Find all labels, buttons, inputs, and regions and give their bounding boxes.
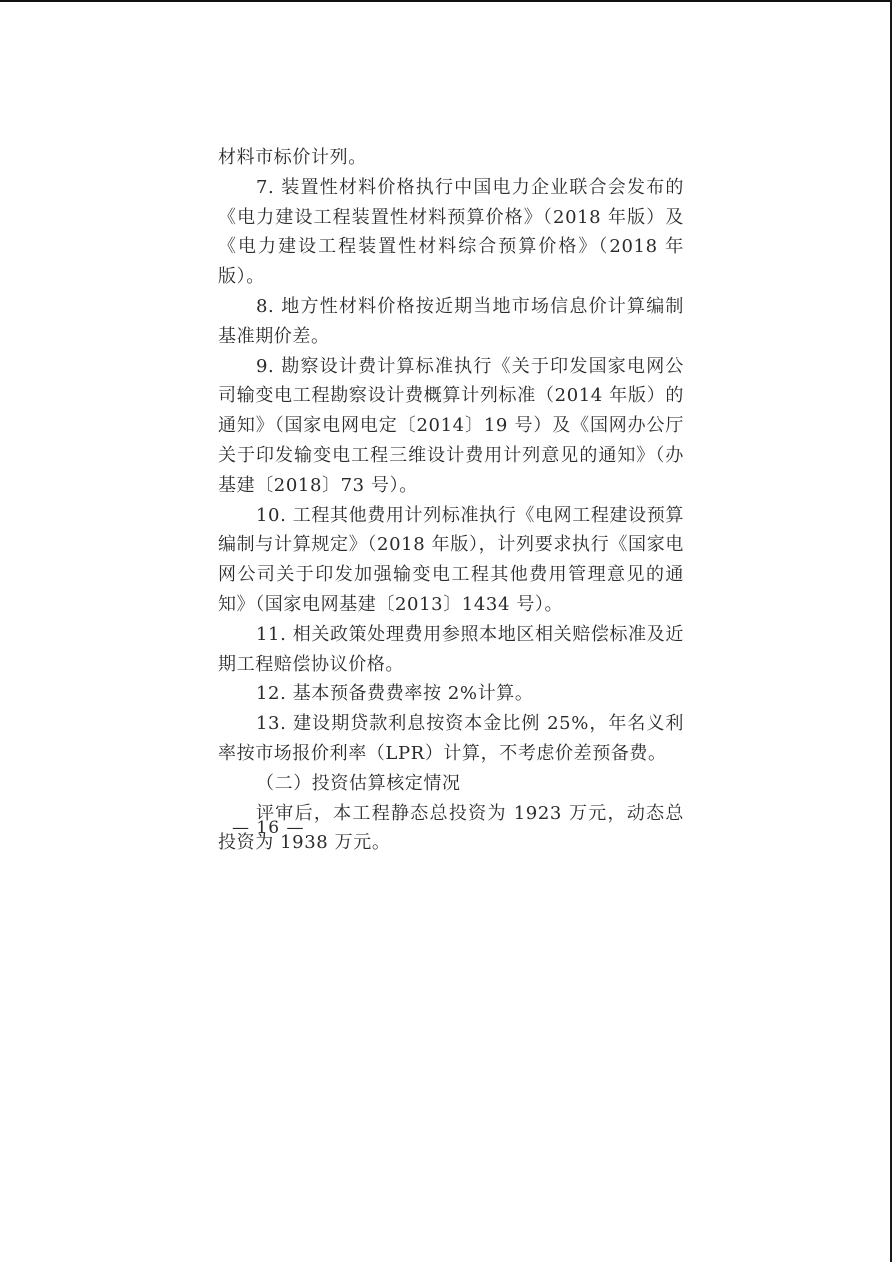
paragraph-continuation: 材料市标价计列。: [218, 147, 367, 168]
top-border-line: [0, 0, 892, 2]
paragraph-item-9: 9. 勘察设计费计算标准执行《关于印发国家电网公司输变电工程勘察设计费概算计列标准（2014 年版）的通知》（国家电网电定〔2014〕19 号）及《国网办公厅关于印发输变电工程三维设计费用计列意见的通知》（办基建〔2018〕73 号）。: [218, 355, 684, 496]
paragraph-item-12: 12. 基本预备费费率按 2%计算。: [256, 683, 534, 705]
paragraph-item-10: 10. 工程其他费用计列标准执行《电网工程建设预算编制与计算规定》（2018 年版），计列要求执行《国家电网公司关于印发加强输变电工程其他费用管理意见的通知》（国家电网基建〔2013〕1434 号）。: [218, 504, 684, 615]
paragraph-item-13: 13. 建设期贷款利息按资本金比例 25%，年名义利率按市场报价利率（LPR）计算，不考虑价差预备费。: [218, 713, 684, 764]
paragraph-summary: 评审后，本工程静态总投资为 1923 万元，动态总投资为 1938 万元。: [218, 802, 684, 854]
paragraph-item-7: 7. 装置性材料价格执行中国电力企业联合会发布的《电力建设工程装置性材料预算价格》（2018 年版）及《电力建设工程装置性材料综合预算价格》（2018 年版）。: [218, 176, 684, 288]
page-number: — 16 —: [232, 818, 305, 838]
paragraph-item-8: 8. 地方性材料价格按近期当地市场信息价计算编制基准期价差。: [218, 295, 684, 347]
document-body: [218, 143, 684, 858]
section-heading: （二）投资估算核定情况: [256, 772, 461, 794]
paragraph-item-11: 11. 相关政策处理费用参照本地区相关赔偿标准及近期工程赔偿协议价格。: [218, 623, 684, 675]
